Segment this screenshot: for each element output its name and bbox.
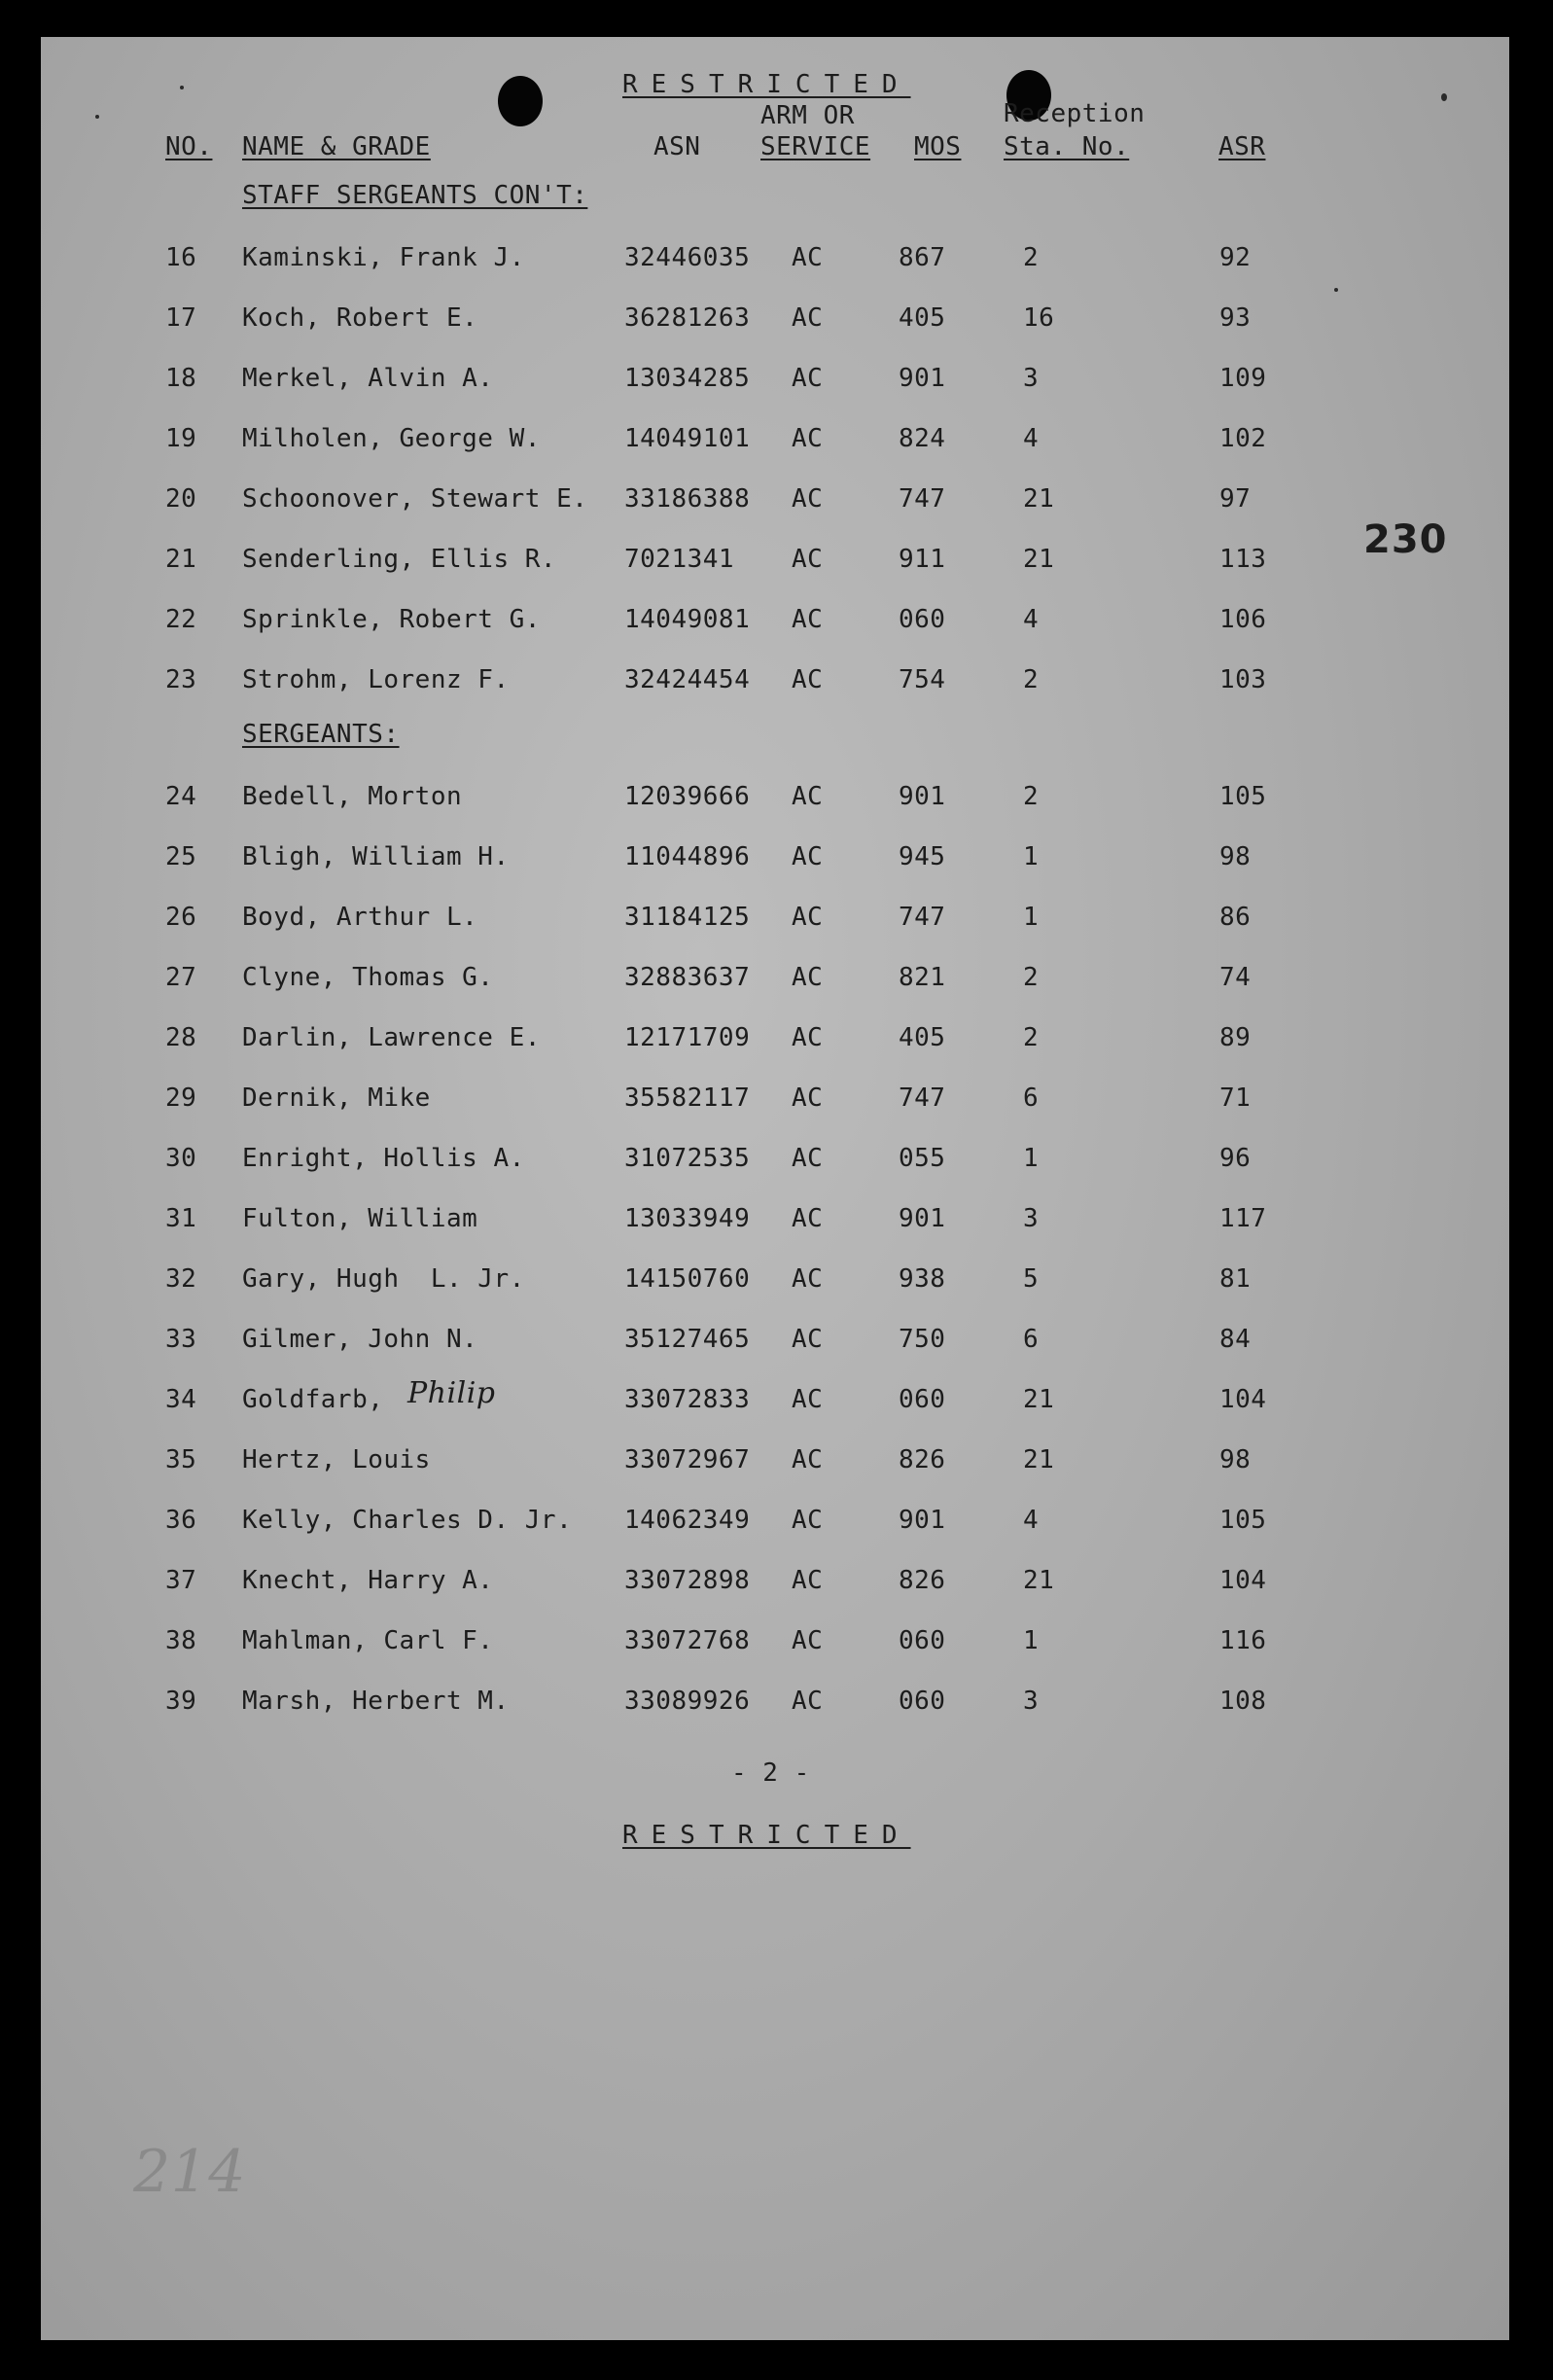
cell-no: 32 [165,1264,197,1294]
cell-asr: 97 [1219,484,1252,514]
cell-no: 34 [165,1385,197,1414]
cell-no: 20 [165,484,197,514]
speck-mark [1441,93,1447,101]
cell-name: Clyne, Thomas G. [242,963,494,992]
cell-name: Koch, Robert E. [242,303,478,333]
cell-no: 30 [165,1144,197,1173]
cell-asn: 12039666 [624,782,751,811]
cell-name: Goldfarb, [242,1385,384,1414]
cell-sta: 1 [1023,1144,1040,1173]
column-header-reception-line1: Reception [1004,99,1146,128]
cell-arm: AC [792,545,824,574]
cell-mos: 060 [899,1687,946,1716]
cell-asr: 105 [1219,1506,1267,1535]
cell-arm: AC [792,1506,824,1535]
cell-arm: AC [792,782,824,811]
cell-arm: AC [792,665,824,694]
column-header-asr: ASR [1218,132,1266,161]
cell-asr: 109 [1219,364,1267,393]
cell-asn: 32883637 [624,963,751,992]
cell-no: 19 [165,424,197,453]
cell-arm: AC [792,1264,824,1294]
cell-sta: 4 [1023,1506,1040,1535]
cell-name: Strohm, Lorenz F. [242,665,510,694]
cell-no: 23 [165,665,197,694]
cell-arm: AC [792,1023,824,1052]
cell-no: 39 [165,1687,197,1716]
document-page [41,37,1509,2340]
cell-asn: 7021341 [624,545,735,574]
cell-no: 28 [165,1023,197,1052]
cell-asr: 108 [1219,1687,1267,1716]
cell-no: 29 [165,1083,197,1113]
cell-mos: 945 [899,842,946,871]
cell-mos: 055 [899,1144,946,1173]
cell-arm: AC [792,903,824,932]
cell-sta: 21 [1023,545,1055,574]
column-header-name: NAME & GRADE [242,132,431,161]
cell-asr: 81 [1219,1264,1252,1294]
cell-name: Enright, Hollis A. [242,1144,525,1173]
punch-hole-left [498,76,543,126]
cell-mos: 405 [899,303,946,333]
cell-asn: 33089926 [624,1687,751,1716]
cell-name: Gary, Hugh L. Jr. [242,1264,525,1294]
cell-mos: 060 [899,1626,946,1655]
cell-name: Gilmer, John N. [242,1325,478,1354]
classification-bottom: RESTRICTED [622,1821,911,1850]
cell-no: 16 [165,243,197,272]
cell-sta: 3 [1023,1204,1040,1233]
cell-asr: 104 [1219,1566,1267,1595]
cell-sta: 6 [1023,1083,1040,1113]
cell-asr: 102 [1219,424,1267,453]
cell-mos: 747 [899,1083,946,1113]
cell-asr: 104 [1219,1385,1267,1414]
cell-mos: 901 [899,1204,946,1233]
cell-sta: 21 [1023,1445,1055,1474]
cell-asr: 98 [1219,842,1252,871]
cell-arm: AC [792,243,824,272]
cell-mos: 938 [899,1264,946,1294]
cell-mos: 405 [899,1023,946,1052]
cell-asr: 92 [1219,243,1252,272]
cell-asn: 32424454 [624,665,751,694]
cell-sta: 6 [1023,1325,1040,1354]
cell-mos: 826 [899,1566,946,1595]
cell-sta: 1 [1023,842,1040,871]
cell-mos: 747 [899,484,946,514]
cell-sta: 21 [1023,1566,1055,1595]
cell-arm: AC [792,1204,824,1233]
cell-asn: 13034285 [624,364,751,393]
cell-name: Bedell, Morton [242,782,463,811]
cell-name: Mahlman, Carl F. [242,1626,494,1655]
speck-mark [95,115,99,119]
cell-sta: 21 [1023,1385,1055,1414]
cell-no: 38 [165,1626,197,1655]
cell-sta: 1 [1023,903,1040,932]
cell-asn: 14150760 [624,1264,751,1294]
cell-mos: 911 [899,545,946,574]
cell-name: Fulton, William [242,1204,478,1233]
cell-sta: 16 [1023,303,1055,333]
cell-arm: AC [792,1144,824,1173]
column-header-mos: MOS [914,132,962,161]
cell-arm: AC [792,1687,824,1716]
cell-no: 24 [165,782,197,811]
cell-sta: 5 [1023,1264,1040,1294]
cell-arm: AC [792,1566,824,1595]
cell-asr: 93 [1219,303,1252,333]
cell-no: 31 [165,1204,197,1233]
cell-asn: 13033949 [624,1204,751,1233]
cell-mos: 750 [899,1325,946,1354]
pencil-note: 214 [133,2138,247,2206]
cell-name: Senderling, Ellis R. [242,545,557,574]
cell-name: Dernik, Mike [242,1083,431,1113]
cell-no: 36 [165,1506,197,1535]
column-header-arm-line2: SERVICE [760,132,871,161]
cell-mos: 867 [899,243,946,272]
column-header-no: NO. [165,132,213,161]
cell-sta: 3 [1023,364,1040,393]
cell-asr: 74 [1219,963,1252,992]
classification-top: RESTRICTED [622,70,911,99]
cell-arm: AC [792,1445,824,1474]
cell-mos: 901 [899,364,946,393]
cell-arm: AC [792,963,824,992]
cell-asn: 12171709 [624,1023,751,1052]
cell-arm: AC [792,364,824,393]
cell-mos: 821 [899,963,946,992]
cell-mos: 060 [899,605,946,634]
cell-name: Schoonover, Stewart E. [242,484,588,514]
cell-arm: AC [792,424,824,453]
cell-asn: 14062349 [624,1506,751,1535]
cell-arm: AC [792,1626,824,1655]
cell-mos: 901 [899,782,946,811]
cell-mos: 901 [899,1506,946,1535]
cell-asr: 103 [1219,665,1267,694]
cell-mos: 824 [899,424,946,453]
cell-name: Kaminski, Frank J. [242,243,525,272]
cell-arm: AC [792,484,824,514]
cell-sta: 1 [1023,1626,1040,1655]
cell-asr: 105 [1219,782,1267,811]
cell-arm: AC [792,1325,824,1354]
cell-asr: 71 [1219,1083,1252,1113]
cell-name: Darlin, Lawrence E. [242,1023,541,1052]
cell-name: Sprinkle, Robert G. [242,605,541,634]
cell-arm: AC [792,303,824,333]
cell-sta: 3 [1023,1687,1040,1716]
cell-asr: 89 [1219,1023,1252,1052]
cell-asn: 36281263 [624,303,751,333]
cell-asr: 96 [1219,1144,1252,1173]
cell-no: 37 [165,1566,197,1595]
cell-name: Hertz, Louis [242,1445,431,1474]
cell-asn: 11044896 [624,842,751,871]
cell-name: Bligh, William H. [242,842,510,871]
cell-asn: 33072833 [624,1385,751,1414]
cell-asn: 33072898 [624,1566,751,1595]
cell-arm: AC [792,842,824,871]
cell-asr: 116 [1219,1626,1267,1655]
cell-name: Kelly, Charles D. Jr. [242,1506,573,1535]
cell-arm: AC [792,1385,824,1414]
cell-sta: 4 [1023,424,1040,453]
cell-name: Milholen, George W. [242,424,541,453]
cell-no: 22 [165,605,197,634]
page-number: - 2 - [731,1758,810,1788]
cell-arm: AC [792,605,824,634]
cell-arm: AC [792,1083,824,1113]
cell-asr: 86 [1219,903,1252,932]
margin-stamp-number: 230 [1363,517,1448,562]
cell-asr: 106 [1219,605,1267,634]
cell-asn: 14049101 [624,424,751,453]
cell-asr: 117 [1219,1204,1267,1233]
speck-mark [1334,288,1338,292]
cell-no: 33 [165,1325,197,1354]
cell-no: 17 [165,303,197,333]
cell-no: 18 [165,364,197,393]
cell-sta: 2 [1023,782,1040,811]
cell-no: 35 [165,1445,197,1474]
section-heading: SERGEANTS: [242,720,400,749]
cell-sta: 4 [1023,605,1040,634]
column-header-arm-line1: ARM OR [760,101,855,130]
cell-name: Marsh, Herbert M. [242,1687,510,1716]
section-heading: STAFF SERGEANTS CON'T: [242,181,588,210]
speck-mark [180,86,184,89]
cell-sta: 2 [1023,1023,1040,1052]
column-header-reception-line2: Sta. No. [1004,132,1130,161]
cell-asn: 33072768 [624,1626,751,1655]
cell-no: 26 [165,903,197,932]
cell-asn: 32446035 [624,243,751,272]
cell-asn: 33072967 [624,1445,751,1474]
cell-no: 27 [165,963,197,992]
cell-asr: 98 [1219,1445,1252,1474]
cell-asn: 31072535 [624,1144,751,1173]
cell-name: Boyd, Arthur L. [242,903,478,932]
cell-sta: 2 [1023,963,1040,992]
cell-asn: 33186388 [624,484,751,514]
cell-mos: 747 [899,903,946,932]
cell-mos: 826 [899,1445,946,1474]
cell-name: Merkel, Alvin A. [242,364,494,393]
cell-sta: 21 [1023,484,1055,514]
cell-asr: 113 [1219,545,1267,574]
cell-mos: 754 [899,665,946,694]
cell-name-handwritten: Philip [407,1376,496,1410]
cell-sta: 2 [1023,243,1040,272]
cell-asn: 35582117 [624,1083,751,1113]
cell-no: 21 [165,545,197,574]
cell-asn: 31184125 [624,903,751,932]
cell-sta: 2 [1023,665,1040,694]
cell-no: 25 [165,842,197,871]
cell-asn: 14049081 [624,605,751,634]
cell-mos: 060 [899,1385,946,1414]
cell-asn: 35127465 [624,1325,751,1354]
column-header-asn: ASN [653,132,701,161]
cell-asr: 84 [1219,1325,1252,1354]
cell-name: Knecht, Harry A. [242,1566,494,1595]
